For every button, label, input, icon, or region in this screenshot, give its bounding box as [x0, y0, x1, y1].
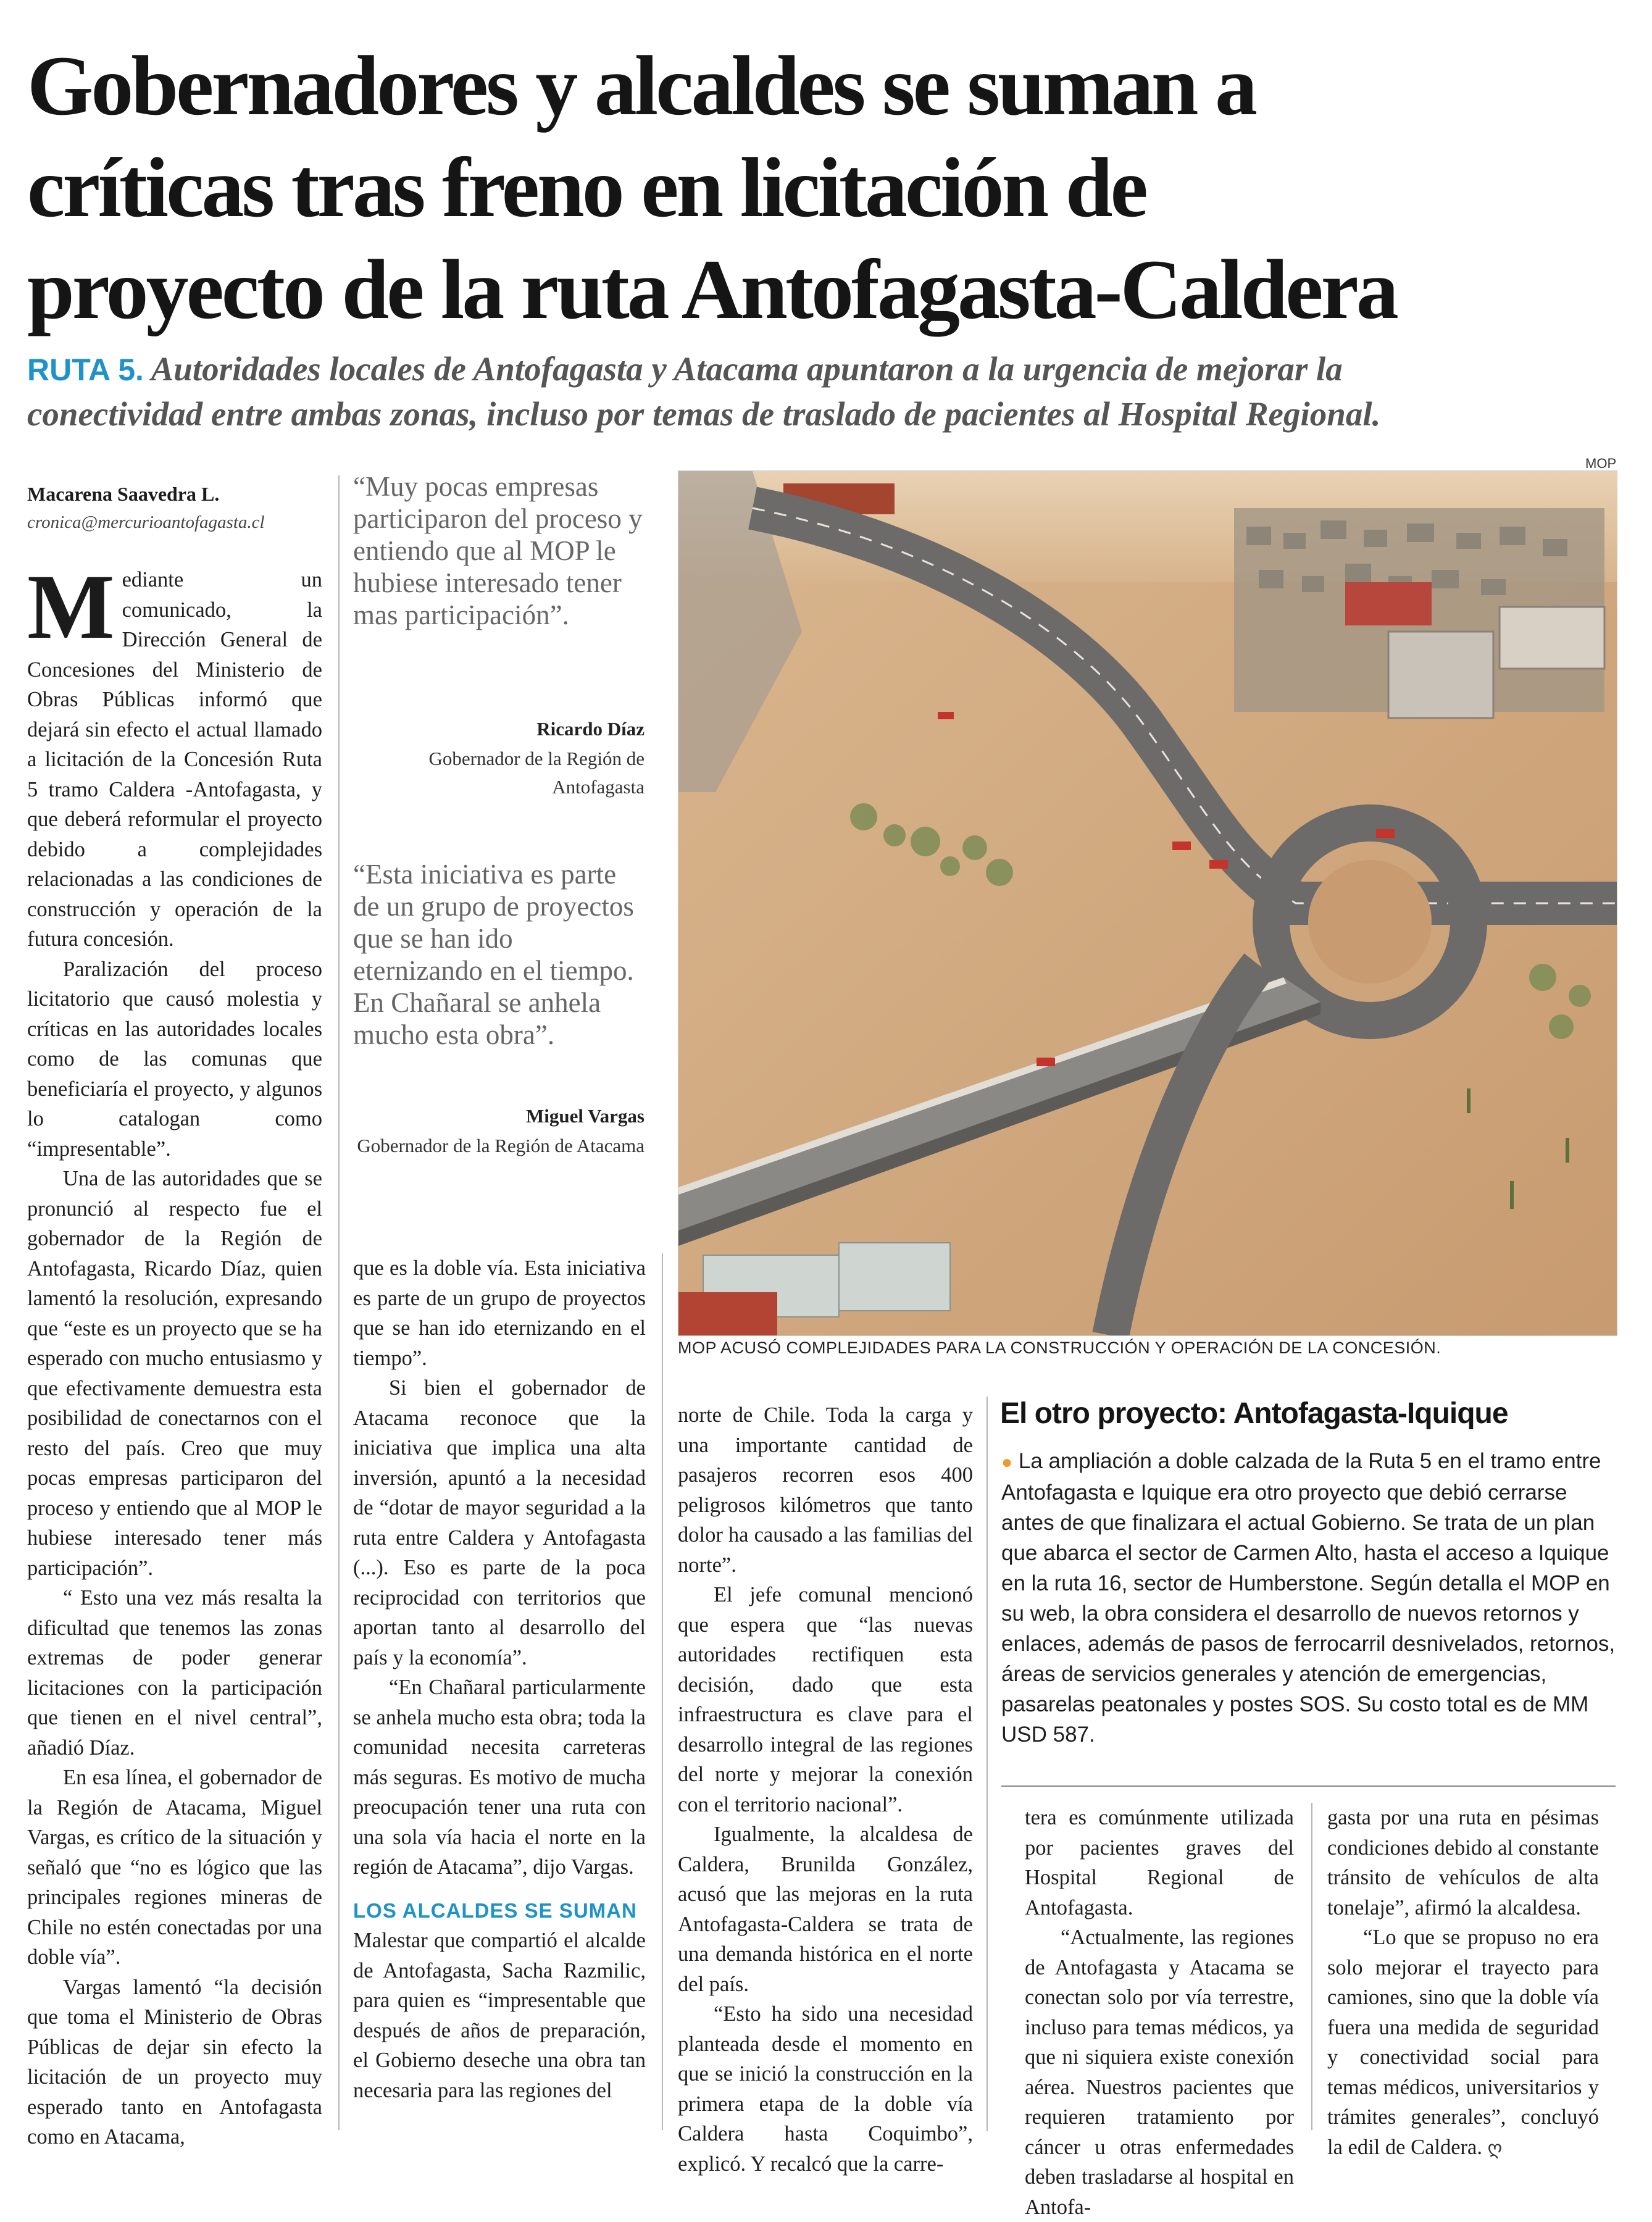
section-heading-wrap	[353, 1896, 646, 1926]
column-4	[1025, 1803, 1294, 2222]
headline-line-1: Gobernadores y alcaldes se suman a	[27, 38, 1256, 133]
column-divider	[338, 475, 340, 2130]
col1-p2: Paralización del proceso licitatorio que causó molestia y críticas en las autoridades locales como de las comunas que beneficiaría el proyecto, y algunos lo catalogan como “impresentable”.	[27, 957, 322, 1161]
sidebar-text: La ampliación a doble calzada de la Ruta 5 en el tramo entre Antofagasta e Iquique era otro proyecto que debió cerrarse antes de que finalizara el actual Gobierno. Se trata de un plan que abarca el sector de Carmen Alto, hasta el acceso a Iquique en la ruta 16, sector de Humberstone. Según detalla el MOP en su web, la obra considera el desarrollo de nuevos retornos y enlaces, además de pasos de ferrocarril desnivelados, retornos, áreas de servicios generales y atención de emergencias, pasarelas peatonales y postes SOS. Su costo total es de MM USD 587.	[1001, 1449, 1616, 1747]
col3-p2: El jefe comunal mencionó que espera que “las nuevas autoridades rectifiquen esta decisión, dado que esta infraestructura es clave para el desarrollo integral de las regiones del norte y mejorar la conexión con el territorio nacional”.	[678, 1583, 973, 1816]
headline-line-2: críticas tras freno en licitación de	[27, 140, 1146, 235]
pull-quote-1-name: Ricardo Díaz	[536, 718, 645, 740]
highway-rendering-photo	[678, 470, 1617, 1336]
col5-p1: gasta por una ruta en pésimas condiciones debido al constante tránsito de vehículos de alta tonelaje”, afirmó la alcaldesa.	[1327, 1806, 1599, 1919]
col3-p1: norte de Chile. Toda la carga y una importante cantidad de pasajeros recorren esos 400 peligrosos kilómetros que tanto dolor ha causado a las familias del norte”.	[678, 1403, 973, 1577]
column-divider	[662, 1253, 663, 2130]
headline	[27, 35, 1632, 340]
byline-author: Macarena Saavedra L.	[27, 483, 220, 505]
deck-kicker: RUTA 5.	[27, 353, 144, 387]
column-2	[353, 1253, 646, 2105]
col1-p5: En esa línea, el gobernador de la Región de Atacama, Miguel Vargas, es crítico de la situación y señaló que “no es lógico que las principales regiones mineras de Chile no estén conectadas por una doble vía”.	[27, 1766, 322, 1969]
photo-credit: MOP	[1585, 456, 1617, 471]
column-divider	[1311, 1803, 1312, 2130]
deck-line-2: conectividad entre ambas zonas, incluso por temas de traslado de pacientes al Hospital Regional.	[27, 395, 1381, 433]
col3-p3: Igualmente, la alcaldesa de Caldera, Brunilda González, acusó que las mejoras en la ruta Antofagasta-Caldera se trata de una demanda histórica en el norte del país.	[678, 1823, 973, 1996]
pull-quote-1: “Muy pocas empresas participaron del proceso y entiendo que al MOP le hubiese interesado tener mas participación”.	[353, 471, 643, 630]
col4-p1: tera es comúnmente utilizada por pacientes graves del Hospital Regional de Antofagasta.	[1025, 1806, 1294, 1919]
photo-caption: MOP ACUSÓ COMPLEJIDADES PARA LA CONSTRUCCIÓN Y OPERACIÓN DE LA CONCESIÓN.	[678, 1339, 1441, 1357]
byline-email[interactable]: cronica@mercurioantofagasta.cl	[27, 512, 265, 532]
col1-p3: Una de las autoridades que se pronunció al respecto fue el gobernador de la Región de Antofagasta, Ricardo Díaz, quien lamentó la resolución, expresando que “este es un proyecto que se ha esperado con mucho entusiasmo y que efectivamente demuestra esta posibilidad de conectarnos con el resto del país. Creo que muy pocas empresas participaron del proceso y entiendo que al MOP le hubiese interesado tener más participación”.	[27, 1167, 322, 1580]
sidebar-rule	[1001, 1786, 1616, 1787]
lead-paragraph	[27, 556, 322, 954]
sidebar-title: El otro proyecto: Antofagasta-Iquique	[1000, 1397, 1508, 1430]
col3-p4: “Esto ha sido una necesidad planteada desde el momento en que se inició la construcción en la primera etapa de la doble vía Caldera hasta Coquimbo”, explicó. Y recalcó que la carre-	[678, 2002, 973, 2176]
section-heading: LOS ALCALDES SE SUMAN	[353, 1898, 637, 1922]
drop-cap: M	[27, 556, 115, 658]
col1-p1: ediante un comunicado, la Dirección General de Concesiones del Ministerio de Obras Públicas informó que dejará sin efecto el actual llamado a licitación de la Concesión Ruta 5 tramo Caldera -Antofagasta, y que deberá reformular el proyecto debido a complejidades relacionadas a las condiciones de construcción y operación de la futura concesión.	[27, 568, 322, 951]
deck	[27, 347, 1632, 436]
col4-p2: “Actualmente, las regiones de Antofagasta y Atacama se conectan solo por vía terrestre, incluso para temas médicos, ya que ni siquiera existe conexión aérea. Nuestros pacientes que requieren tratamiento por cáncer u otras enfermedades deben trasladarse al hospital en Antofa-	[1025, 1926, 1294, 2219]
deck-line-1: Autoridades locales de Antofagasta y Atacama apuntaron a la urgencia de mejorar la	[151, 350, 1343, 388]
col5-p2: “Lo que se propuso no era solo mejorar el trayecto para camiones, sino que la doble vía fuera una medida de seguridad y conectividad social para temas médicos, universitarios y trámites generales”, concluyó la edil de Caldera.	[1327, 1926, 1599, 2159]
col1-p6: Vargas lamentó “la decisión que toma el Ministerio de Obras Públicas de dejar sin efecto la licitación de un proyecto muy esperado tanto en Antofagasta como en Atacama,	[27, 1975, 322, 2149]
sidebar-text-block	[1001, 1446, 1616, 1750]
column-5	[1327, 1803, 1599, 2163]
col2-p3: “En Chañaral particularmente se anhela mucho esta obra; toda la comunidad necesita carreteras más seguras. Es motivo de mucha preocupación tener una ruta con una sola vía hacia el norte en la región de Atacama”, dijo Vargas.	[353, 1676, 646, 1879]
pull-quote-2: “Esta iniciativa es parte de un grupo de proyectos que se han ido eternizando en el tiempo. En Chañaral se anhela mucho esta obra”.	[353, 859, 634, 1050]
col1-p4: “ Esto una vez más resalta la dificultad que tenemos las zonas extremas de poder generar licitaciones con la participación que tienen en el nivel central”, añadió Díaz.	[27, 1586, 322, 1760]
headline-line-3: proyecto de la ruta Antofagasta-Caldera	[27, 242, 1396, 336]
col2-p1: que es la doble vía. Esta iniciativa es parte de un grupo de proyectos que se han ido eternizando en el tiempo”.	[353, 1256, 646, 1370]
bullet-icon: ●	[1001, 1452, 1013, 1472]
col2-p2: Si bien el gobernador de Atacama reconoce que la iniciativa que implica una alta inversión, apuntó a la necesidad de “dotar de mayor seguridad a la ruta entre Caldera y Antofagasta (...). Eso es parte de la poca reciprocidad con territorios que aportan tanto al desarrollo del país y la economía”.	[353, 1376, 646, 1669]
col5-p2-wrap	[1327, 1923, 1599, 2163]
pull-quote-1-role: Gobernador de la Región de Antofagasta	[428, 748, 645, 798]
pull-quote-2-name: Miguel Vargas	[525, 1105, 645, 1127]
col2-p4: Malestar que compartió el alcalde de Antofagasta, Sacha Razmilic, para quien es “impresentable que después de años de preparación, el Gobierno deseche una obra tan necesaria para las regiones del	[353, 1929, 646, 2102]
end-mark-icon: ღ	[1487, 2137, 1503, 2159]
pull-quote-2-role: Gobernador de la Región de Atacama	[357, 1135, 645, 1156]
column-1	[27, 556, 322, 2152]
column-3	[678, 1400, 973, 2179]
column-divider	[987, 1397, 988, 2131]
